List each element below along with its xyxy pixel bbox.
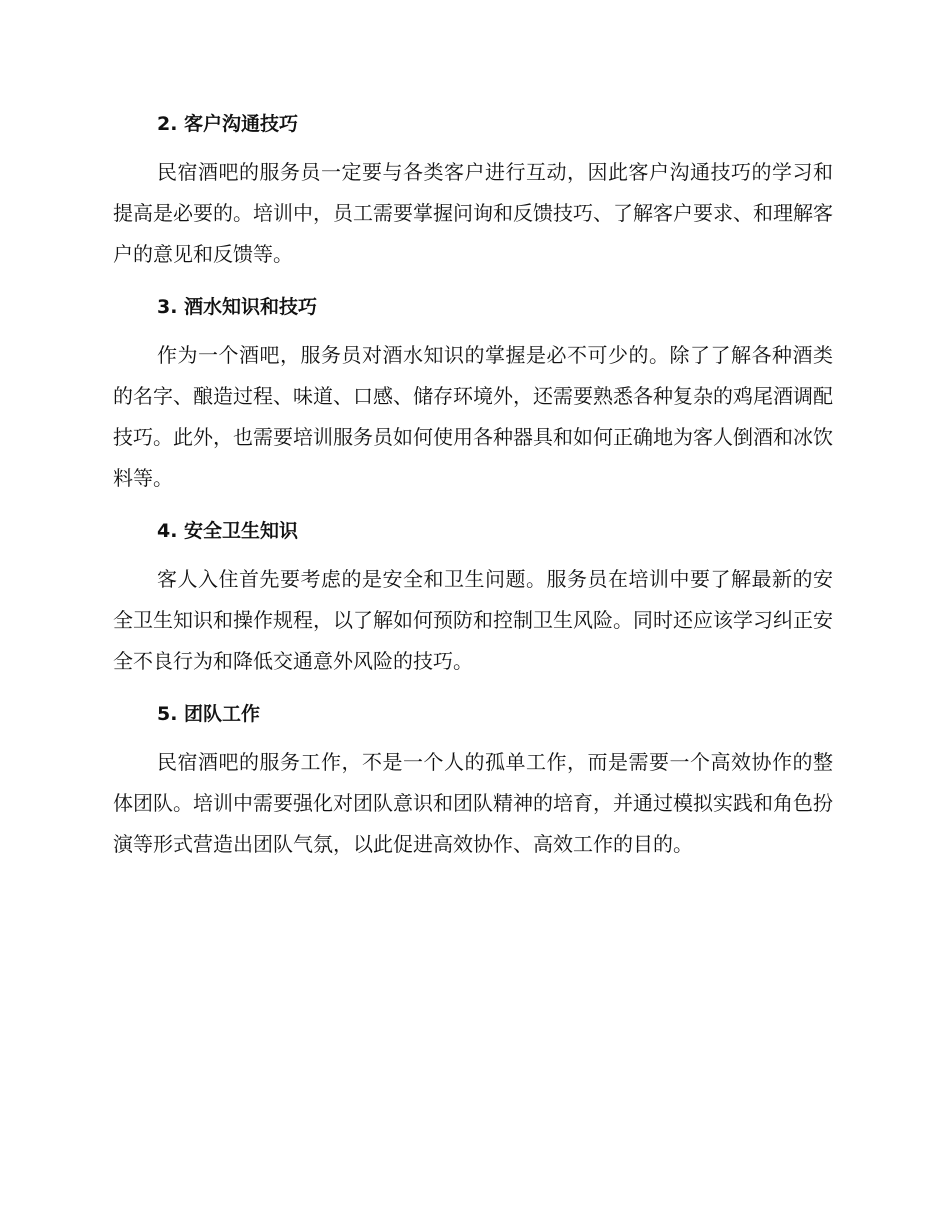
section-heading: 2. 客户沟通技巧 [157, 113, 299, 135]
document-content [113, 110, 833, 883]
section-teamwork [113, 700, 833, 865]
section-paragraph: 作为一个酒吧，服务员对酒水知识的掌握是必不可少的。除了了解各种酒类的名字、酿造过程、味道、口感、储存环境外，还需要熟悉各种复杂的鸡尾酒调配技巧。此外，也需要培训服务员如何使用各种器具和如何正确地为客人倒酒和冰饮料等。 [113, 343, 833, 490]
section-heading: 4. 安全卫生知识 [157, 520, 299, 542]
section-safety-hygiene [113, 517, 833, 682]
section-paragraph: 民宿酒吧的服务员一定要与各类客户进行互动，因此客户沟通技巧的学习和提高是必要的。培训中，员工需要掌握问询和反馈技巧、了解客户要求、和理解客户的意见和反馈等。 [113, 160, 833, 266]
section-customer-communication [113, 110, 833, 275]
section-paragraph: 民宿酒吧的服务工作，不是一个人的孤单工作，而是需要一个高效协作的整体团队。培训中需要强化对团队意识和团队精神的培育，并通过模拟实践和角色扮演等形式营造出团队气氛，以此促进高效协作、高效工作的目的。 [113, 750, 833, 856]
section-heading: 5. 团队工作 [157, 703, 261, 725]
section-heading: 3. 酒水知识和技巧 [157, 296, 318, 318]
section-paragraph: 客人入住首先要考虑的是安全和卫生问题。服务员在培训中要了解最新的安全卫生知识和操作规程，以了解如何预防和控制卫生风险。同时还应该学习纠正安全不良行为和降低交通意外风险的技巧。 [113, 567, 833, 673]
section-drinks-knowledge [113, 293, 833, 499]
